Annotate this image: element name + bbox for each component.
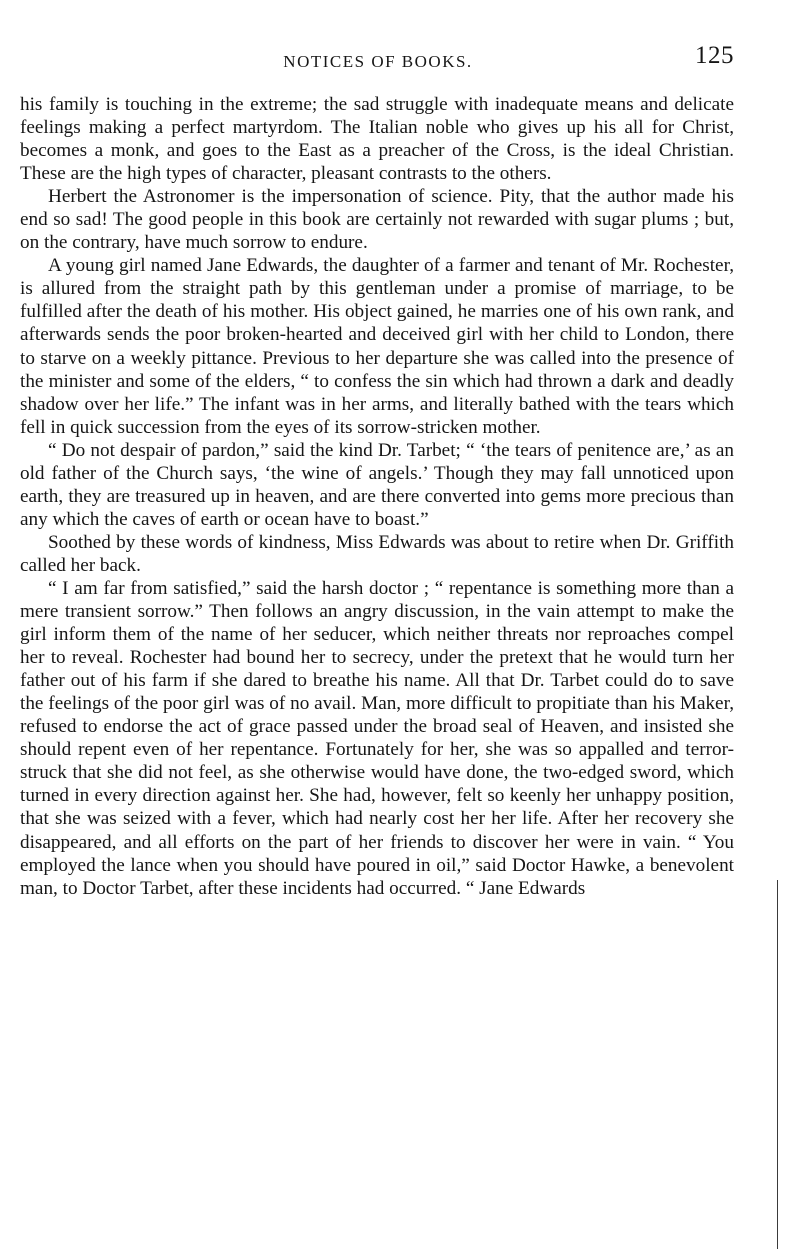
page-header bbox=[22, 42, 734, 82]
paragraph-jane-edwards: A young girl named Jane Edwards, the daughter of a farmer and tenant of Mr. Rochester, is allured from the straight path by this gentleman under a promise of marriage, to be fulfilled after the death of his mother. His object gained, he marries one of his own rank, and afterwards sends the poor broken-hearted and deceived girl with her child to London, there to starve on a weekly pittance. Previous to her departure she was called into the presence of the minister and some of the elders, “ to confess the sin which had thrown a dark and deadly shadow over her life.” The infant was in her arms, and literally bathed with the tears which fell in quick succession from the eyes of its sorrow-stricken mother. bbox=[20, 255, 734, 438]
running-head: NOTICES OF BOOKS. bbox=[283, 52, 473, 71]
paragraph-continued: his family is touching in the extreme; the sad struggle with inadequate means and delicate feelings making a perfect martyrdom. The Italian noble who gives up his all for Christ, becomes a monk, and goes to the East as a preacher of the Cross, is the ideal Christian. These are the high types of character, pleasant contrasts to the others. bbox=[20, 94, 734, 185]
paragraph-dr-tarbet-quote: “ Do not despair of pardon,” said the kind Dr. Tarbet; “ ‘the tears of penitence are,’ as an old father of the Church says, ‘the wine of angels.’ Though they may fall unnoticed upon earth, they are treasured up in heaven, and are there converted into gems more precious than any which the caves of earth or ocean have to boast.” bbox=[20, 439, 734, 530]
paragraph-herbert: Herbert the Astronomer is the impersonation of science. Pity, that the author made his end so sad! The good people in this book are certainly not rewarded with sugar plums ; but, on the contrary, have much sorrow to endure. bbox=[20, 186, 734, 254]
paragraph-soothed: Soothed by these words of kindness, Miss Edwards was about to retire when Dr. Griffith called her back. bbox=[20, 531, 734, 576]
paragraph-harsh-doctor: “ I am far from satisfied,” said the harsh doctor ; “ repentance is something more than a mere transient sorrow.” Then follows an angry discussion, in the vain attempt to make the girl inform them of the name of her seducer, which neither threats nor reproaches compel her to reveal. Rochester had bound her to secrecy, under the pretext that he would turn her father out of his farm if she dared to breathe his name. All that Dr. Tarbet could do to save the feelings of the poor girl was of no avail. Man, more difficult to propitiate than his Maker, refused to endorse the act of grace passed under the broad seal of Heaven, and insisted she should repent even of her repentance. Fortunately for her, she was so appalled and terror-struck that she did not feel, as she otherwise would have done, the two-edged sword, which turned in every direction against her. She had, however, felt so keenly her unhappy position, that she was seized with a fever, which had nearly cost her her life. After her recovery she disappeared, and all efforts on the part of her friends to discover her were in vain. “ You employed the lance when you should have poured in oil,” said Doctor Hawke, a benevolent man, to Doctor Tarbet, after these incidents had occurred. “ Jane Edwards bbox=[20, 577, 734, 899]
body-text bbox=[20, 93, 734, 900]
page-edge-line bbox=[777, 880, 778, 1249]
page-number: 125 bbox=[695, 42, 734, 69]
